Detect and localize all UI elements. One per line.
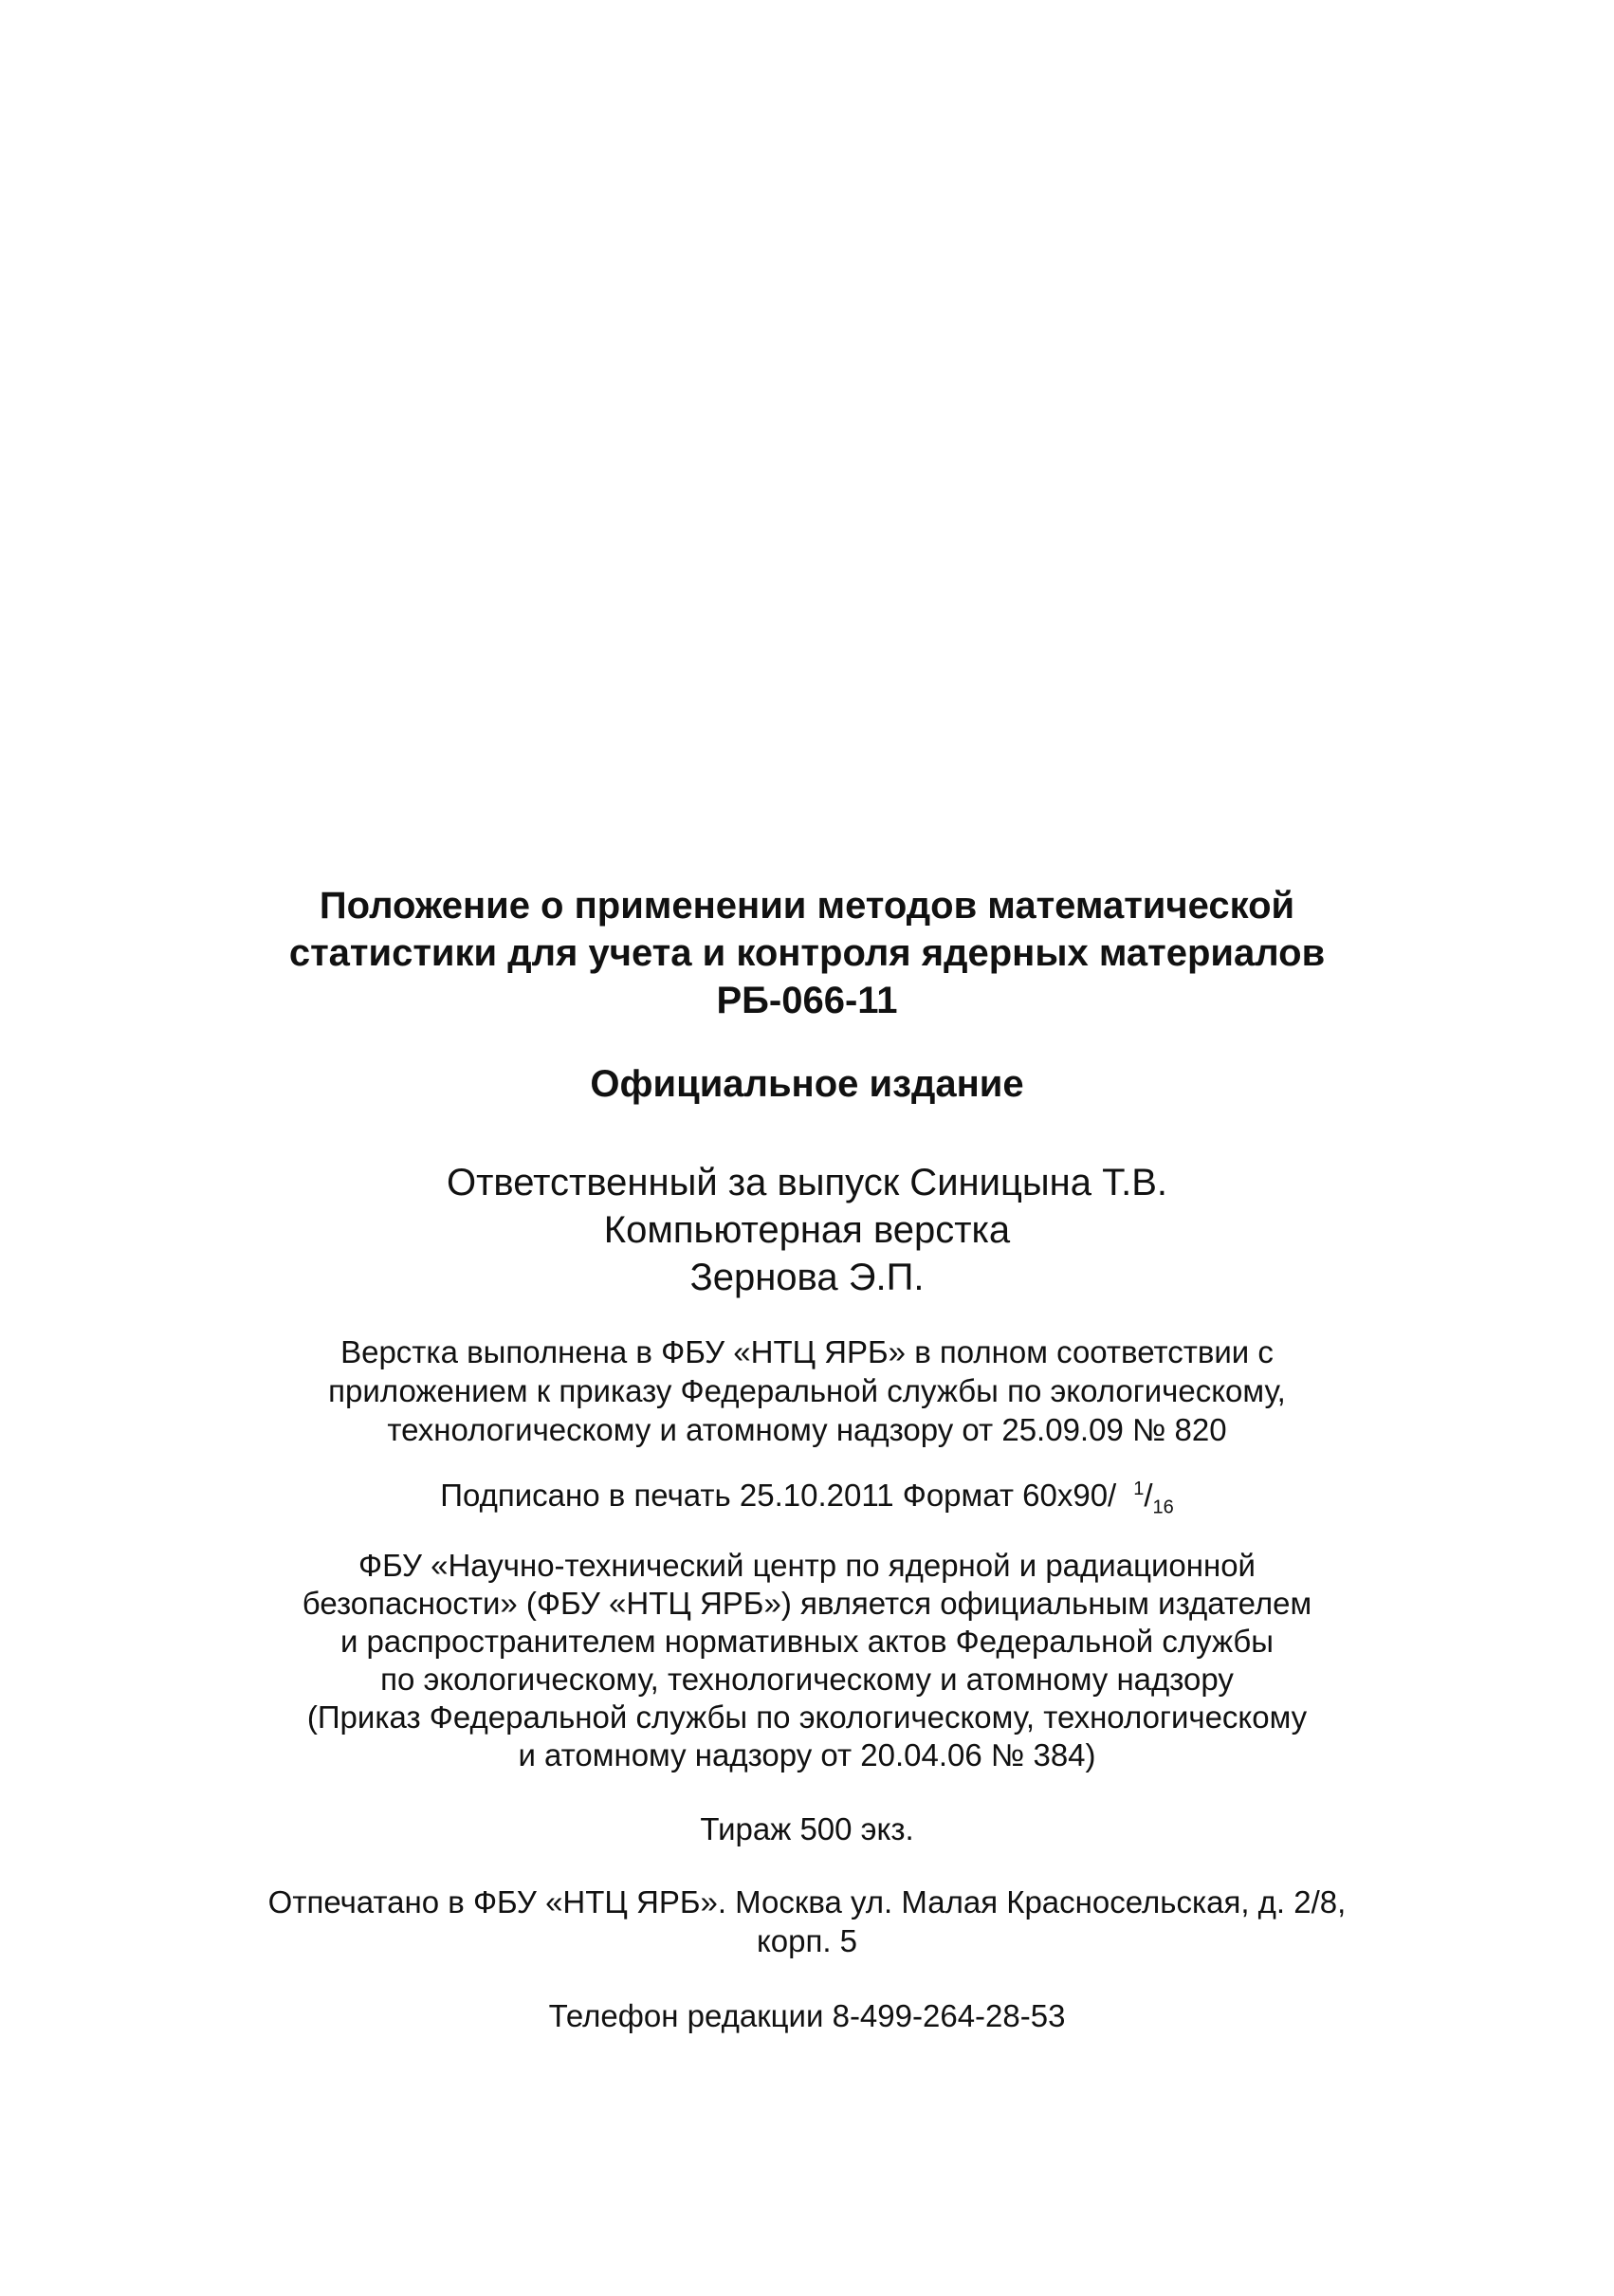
edition-label — [0, 1060, 1614, 1108]
credits-layout-name: Зернова Э.П. — [689, 1257, 925, 1298]
layout-note — [0, 1332, 1614, 1449]
editorial-phone-text: Телефон редакции 8-499-264-28-53 — [548, 1998, 1066, 2033]
credits — [0, 1159, 1614, 1301]
print-signed-line — [0, 1470, 1614, 1528]
printed-at-line-2: корп. 5 — [756, 1923, 858, 1958]
print-signed-text: Подписано в печать 25.10.2011 Формат 60x90/ — [440, 1478, 1117, 1513]
format-fraction-denominator: 16 — [1152, 1497, 1174, 1518]
publisher-line-3: и распространителем нормативных актов Федеральной службы — [339, 1624, 1275, 1659]
publisher-line-4: по экологическому, технологическому и атомному надзору — [380, 1662, 1234, 1697]
credits-responsible: Ответственный за выпуск Синицына Т.В. — [447, 1162, 1167, 1203]
format-fraction: $^1/_{16}$ — [1133, 1478, 1174, 1518]
printed-at — [0, 1883, 1614, 1960]
layout-note-line-1: Верстка выполнена в ФБУ «НТЦ ЯРБ» в полном соответствии с — [340, 1334, 1274, 1369]
title-line-2: статистики для учета и контроля ядерных материалов — [288, 932, 1326, 974]
layout-note-line-3: технологическому и атомному надзору от 25.09.09 № 820 — [387, 1412, 1227, 1447]
edition-text: Официальное издание — [590, 1063, 1024, 1105]
print-run-text: Тираж 500 экз. — [700, 1811, 914, 1846]
publisher-line-2: безопасности» (ФБУ «НТЦ ЯРБ») является официальным издателем — [302, 1586, 1312, 1621]
print-run — [0, 1809, 1614, 1848]
editorial-phone — [0, 1996, 1614, 2035]
printed-at-line-1: Отпечатано в ФБУ «НТЦ ЯРБ». Москва ул. Малая Красносельская, д. 2/8, — [267, 1884, 1347, 1919]
title-line-1: Положение о применении методов математической — [319, 885, 1295, 927]
document-code: РБ-066-11 — [716, 980, 898, 1021]
publisher-line-6: и атомному надзору от 20.04.06 № 384) — [518, 1737, 1096, 1773]
layout-note-line-2: приложением к приказу Федеральной службы по экологическому, — [328, 1373, 1286, 1408]
document-title — [0, 882, 1614, 1024]
credits-layout-label: Компьютерная верстка — [603, 1209, 1011, 1251]
publisher-info — [0, 1547, 1614, 1774]
print-signed-info — [0, 1470, 1614, 1528]
publisher-line-5: (Приказ Федеральной службы по экологическому, технологическому — [306, 1699, 1308, 1735]
format-fraction-numerator: 1 — [1133, 1479, 1145, 1499]
publisher-line-1: ФБУ «Научно-технический центр по ядерной и радиационной — [358, 1548, 1256, 1583]
